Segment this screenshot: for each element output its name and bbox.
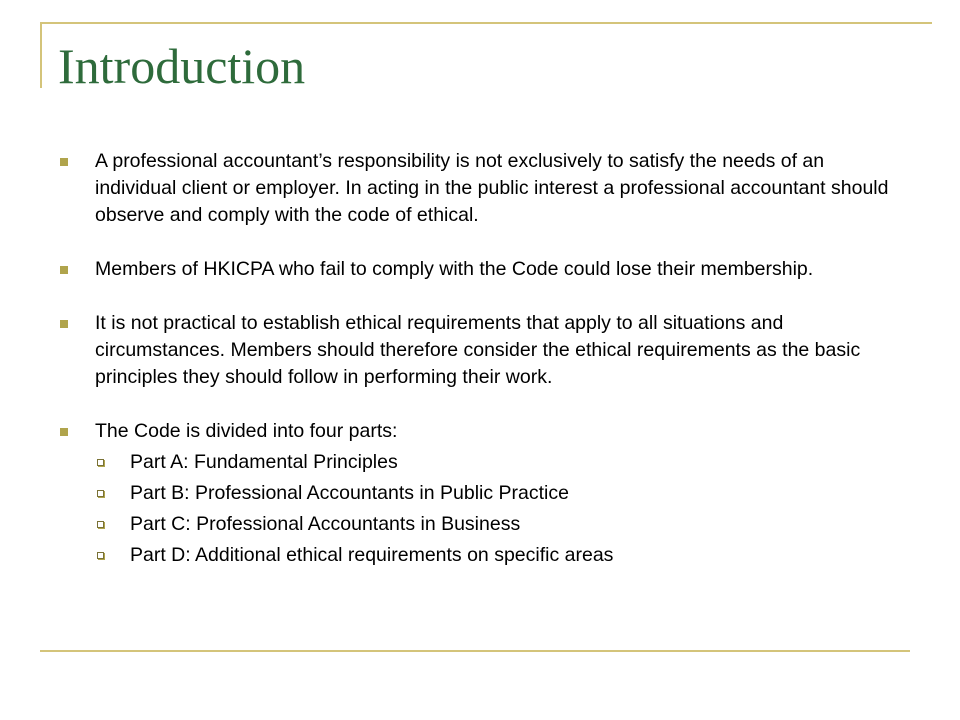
bullet-text: The Code is divided into four parts:	[95, 420, 398, 442]
bullet-item	[60, 148, 910, 229]
sub-bullet-item	[95, 480, 910, 507]
sub-bullet-item	[95, 542, 910, 569]
sub-bullet-text: Part C: Professional Accountants in Business	[130, 513, 521, 535]
slide-body	[60, 148, 910, 573]
sub-bullet-text: Part D: Additional ethical requirements on specific areas	[130, 544, 614, 566]
bullet-item	[60, 256, 910, 283]
hollow-square-bullet-icon	[97, 552, 104, 559]
top-border-line	[40, 22, 932, 24]
sub-bullet-item	[95, 449, 910, 476]
bottom-border-line	[40, 650, 910, 652]
sub-bullet-list	[95, 449, 910, 569]
bullet-text: A professional accountant’s responsibility is not exclusively to satisfy the needs of an individual client or employer. In acting in the public interest a professional accountant should observe and comply with the code of ethical.	[95, 150, 889, 226]
hollow-square-bullet-icon	[97, 521, 104, 528]
square-bullet-icon	[60, 158, 68, 166]
hollow-square-bullet-icon	[97, 459, 104, 466]
bullet-text: Members of HKICPA who fail to comply with the Code could lose their membership.	[95, 258, 814, 280]
hollow-square-bullet-icon	[97, 490, 104, 497]
left-border-line	[40, 22, 42, 88]
bullet-item	[60, 310, 910, 391]
bullet-text: It is not practical to establish ethical requirements that apply to all situations and circumstances. Members should therefore consider the ethical requirements as the basic principles they should follow in performing their work.	[95, 312, 861, 388]
square-bullet-icon	[60, 266, 68, 274]
sub-bullet-text: Part B: Professional Accountants in Public Practice	[130, 482, 569, 504]
square-bullet-icon	[60, 428, 68, 436]
sub-bullet-item	[95, 511, 910, 538]
square-bullet-icon	[60, 320, 68, 328]
slide-title: Introduction	[58, 38, 306, 94]
sub-bullet-text: Part A: Fundamental Principles	[130, 451, 398, 473]
bullet-item	[60, 418, 910, 569]
